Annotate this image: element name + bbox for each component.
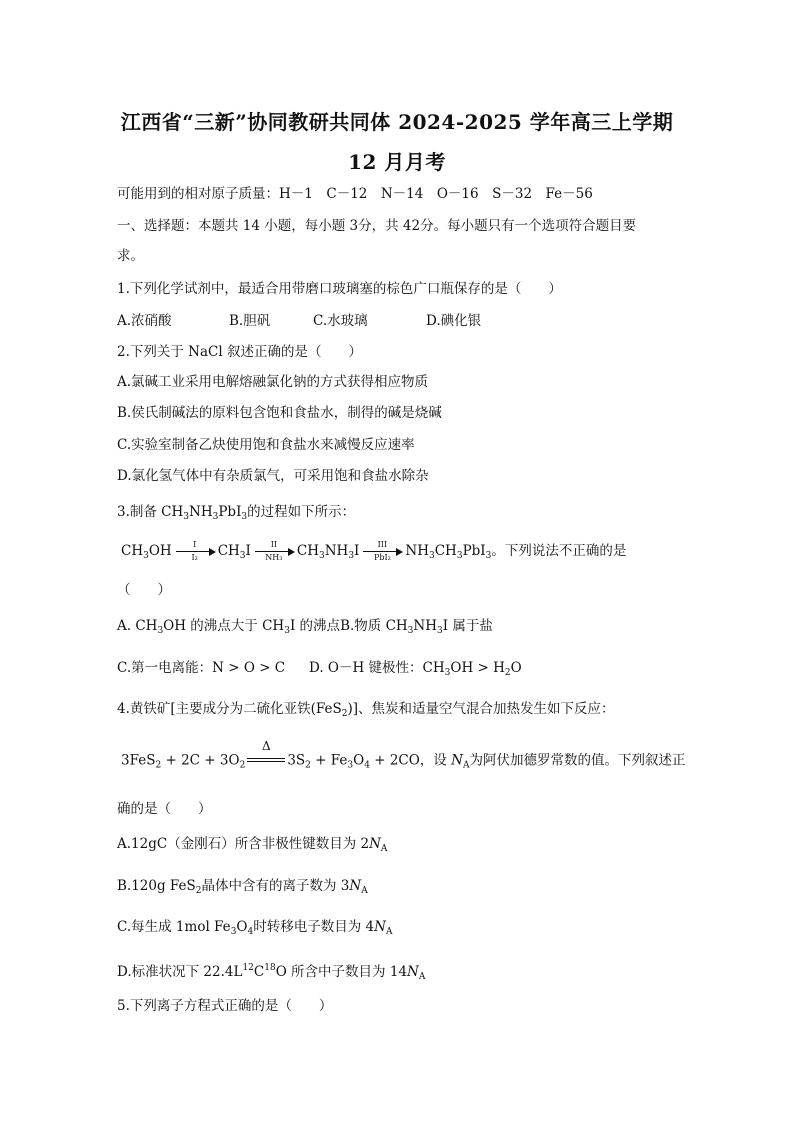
question-2-option-a: A.氯碱工业采用电解熔融氯化钠的方式获得相应物质 <box>117 374 429 390</box>
question-2-stem: 2.下列关于 NaCl 叙述正确的是（ ） <box>117 344 362 360</box>
question-3-stem: 3.制备 $CH_3NH_3PbI_3$的过程如下所示： <box>117 504 356 522</box>
question-4-stem-cont: 确的是（ ） <box>117 801 212 817</box>
section-header-cont: 求。 <box>117 248 144 264</box>
question-2-option-c: C.实验室制备乙炔使用饱和食盐水来减慢反应速率 <box>117 437 415 453</box>
question-4-option-a: A.12gC（金刚石）所含非极性键数目为 $2N_A$ <box>117 836 388 854</box>
question-1-options <box>117 311 481 331</box>
question-5-stem: 5.下列离子方程式正确的是（ ） <box>117 998 333 1014</box>
question-4-stem: 4.黄铁矿[主要成分为二硫化亚铁(FeS$_2$)]、焦炭和适量空气混合加热发生如下反应： <box>117 701 615 719</box>
question-2-option-b: B.侯氏制碱法的原料包含饱和食盐水，制得的碱是烧碱 <box>117 405 442 421</box>
option-b: B.物质 $CH_3NH_3I$ 属于盐 <box>340 618 493 636</box>
question-2-option-d: D.氯化氢气体中有杂质氯气，可采用饱和食盐水除杂 <box>117 468 429 484</box>
reaction-arrow-1: $\frac{I}{\text{I₂}}$ <box>174 542 216 562</box>
question-4-option-d: D.标准状况下 $22.4L^{12}C^{18}O$ 所含中子数目为 $14N_A$ <box>117 963 426 982</box>
reaction-arrow-3: III PbI₂ <box>361 542 403 562</box>
question-3-paren: （ ） <box>117 582 171 598</box>
option-a: A.浓硝酸 <box>117 313 172 329</box>
question-4-equation: $3FeS_2 + 2C + 3O_2$ Δ $3S_2 + Fe_3O_4 + 2CO$，设 $N_A$为阿伏加德罗常数的值。下列叙述正 <box>121 739 686 771</box>
option-d: D. O－H 键极性：$CH_3OH > H_2O$ <box>309 660 522 678</box>
option-b: B.胆矾 <box>229 313 271 329</box>
question-3-scheme: $CH_3OH$ $\frac{I}{\text{I₂}}$ $CH_3I$ $\frac{II}{\text{NH₃}}$ $CH_3NH_3I$ III PbI₂ $NH_3CH_3PbI_3$。下列说法不正确的是 <box>121 539 627 562</box>
question-4-option-c: C.每生成 1mol $Fe_3O_4$时转移电子数目为 $4N_A$ <box>117 919 393 937</box>
section-header: 一、选择题：本题共 14 小题，每小题 3分，共 42分。每小题只有一个选项符合题目要 <box>117 218 637 234</box>
option-d: D.碘化银 <box>426 313 482 329</box>
heat-equals-sign: Δ <box>247 750 285 772</box>
option-a: A. $CH_3OH$ 的沸点大于 $CH_3I$ 的沸点 <box>117 618 341 636</box>
exam-title: 江西省“三新”协同教研共同体 2024-2025 学年高三上学期 <box>120 110 674 134</box>
question-4-option-b: B.120g FeS$_2$晶体中含有的离子数为 $3N_A$ <box>117 878 368 896</box>
option-c: C.第一电离能：N > O > C <box>117 660 286 676</box>
question-1-stem: 1.下列化学试剂中，最适合用带磨口玻璃塞的棕色广口瓶保存的是（ ） <box>117 281 562 297</box>
option-c: C.水玻璃 <box>313 313 368 329</box>
question-3-options-ab <box>117 616 493 641</box>
exam-subtitle: 12 月月考 <box>348 150 446 174</box>
question-3-options-cd <box>117 658 522 683</box>
reaction-arrow-2: $\frac{II}{\text{NH₃}}$ <box>253 542 295 562</box>
atomic-masses: 可能用到的相对原子质量：H－1 C－12 N－14 O－16 S－32 Fe－56 <box>117 186 593 202</box>
